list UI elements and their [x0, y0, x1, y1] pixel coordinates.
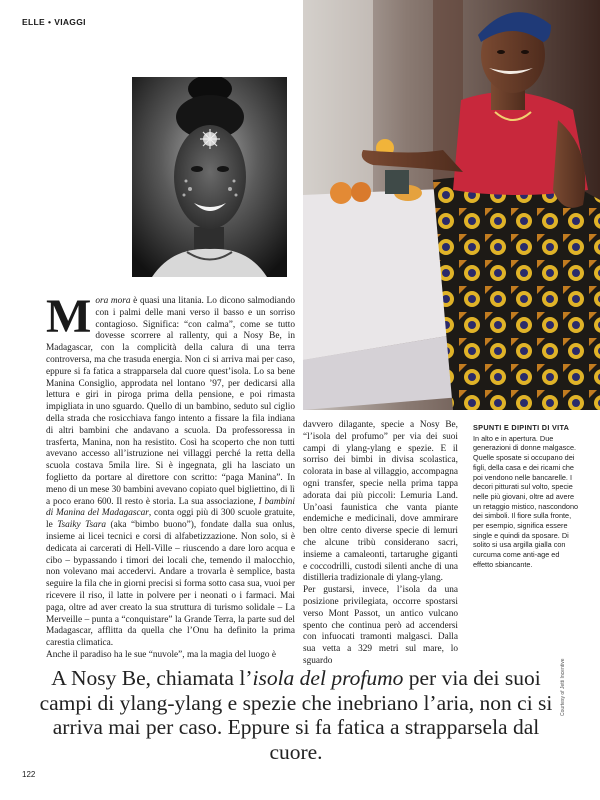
section-header: [22, 17, 86, 27]
section-name: VIAGGI: [54, 17, 86, 27]
article-paragraph: Anche il paradiso ha le sue “nuvole”, ma la magia del luogo è: [46, 649, 277, 660]
portrait-photo: [132, 77, 287, 277]
article-paragraph: Per gustarsi, invece, l’isola da una posizione privilegiata, occorre spostarsi verso Mont Passot, un antico vulcano spento che continua però ad accendersi con infuocati tramonti malgasci. Dalla sua vetta a 329 metri sul mare, lo sguardo: [303, 585, 458, 666]
school-name: Tsaiky Tsara: [57, 520, 106, 531]
drop-cap: M: [46, 290, 92, 343]
article-paragraph: davvero dilagante, specie a Nosy Be, “l’isola del profumo” per via dei suoi campi di ylang-ylang e spezie. E il sorriso dei bimbi in divisa scolastica, colorata in base al villaggio, accompagna ogni transfer, specie nella prima tappa adorata dai più piccoli: Lemuria Land. Un’oasi faunistica che vanta piante endemiche e medicinali, dove ammirare ben oltre cento diverse specie di lemuri che alcune tribù considerano sacri, insieme a camaleonti, tartarughe giganti e coccodrilli, custodi silenti anche di una distilleria tradizionale di ylang-ylang.: [303, 420, 458, 584]
pull-quote: [36, 666, 556, 764]
caption-text: In alto e in apertura. Due generazioni di donne malgasce. Quelle sposate si occupano dei figli, della casa e dei ricami che poi vendono nelle bancarelle. I decori pitturati sul volto, specie nelle più giovani, oltre ad avere un retaggio mistico, nascondono dei simboli. Il fiore sulla fronte, per esempio, significa essere single e quindi da sposare. Di solito si usa argilla gialla con curcuma come anti-age ed effetto sbiancante.: [473, 433, 579, 569]
article-text: (aka “bimbo buono”), fondate dalla sua onlus, insieme ai licei tecnici e corsi di alfabetizzazione. Non solo, si è dedicata ai carcerati di Hell-Ville – riuscendo a dare loro acqua e cibo – bypassando i timori dei locali che, temendo il malocchio, non volevano mai accedervi. Andare a trovarla è semplice, basta seguire la fila che in giorni precisi si forma sotto casa sua, vuoi per ricevere il riso, il latte in polvere per i neonati o i farmaci. Mai paga, oltre ad aver creato la sua struttura di turismo solidale – La Merveille – punta a “conquistare” la Grande Terra, la parte sud del Madagascar, afflitta da quella che l’Onu ha definito la prima carestia climatica.: [46, 520, 296, 649]
intro-italic-phrase: ora mora: [95, 296, 131, 306]
article-column-2: [303, 420, 458, 668]
page-number: 122: [22, 770, 36, 779]
header-separator: •: [47, 17, 52, 27]
article-column-1: [46, 290, 296, 662]
article-text: è quasi una litania. Lo dicono salmodiando con i palmi delle mani verso il basso e un sorriso contagioso. Significa: “con calma”, come se tutto dovesse scorrere al rallenty, qui a Nosy Be, in Madagascar, con la complicità della calura di una terra controversa, ma che trasuda energia. Non ci si arriva mai per caso, eppure si fa fatica a strapparsela dal cuore quest’isola. Lo sa bene Manina Consiglio, approdata nel lontano ’97, per dedicarsi alla lettura e giri in piroga prima della pensione, e poi rimasta impigliata in uno sguardo. Quello di un bambino, seduto sul ciglio della strada che rosicchiava fango intento a fissare la fila indiana di altri bambini che andavano a scuola. Da professoressa in trasferta, Manina, non ha resistito. Così ha scoperto che non tutti avevano accesso all’istruzione nei villaggi perché la retta della scuola costava 5mila lire. Si è ingegnata, gli ha lasciato un foglietto da portare al direttore con scritto: “paga Manina”. In meno di un mese 30 bambini avevano copiato quel bigliettino, di lì a poco erano 600. Il resto è storia. La sua associazione,: [46, 296, 295, 507]
photo-credit: Courtesy of Jetti Incentive: [560, 658, 566, 716]
brand-logo: ELLE: [22, 17, 45, 27]
quote-text: per via dei suoi campi di ylang-ylang e spezie che inebriano l’aria, non ci si arriva mai per caso. Eppure si fa fatica a strapparsela dal cuore.: [39, 666, 553, 764]
photo-caption: [473, 423, 580, 570]
cover-photo-woman: [303, 0, 600, 410]
association-name: I bambini di Manina del Madagascar: [46, 496, 295, 519]
article-text: , conta oggi più di 300 scuole gratuite, le: [46, 508, 296, 531]
article-paragraph: [46, 290, 296, 650]
quote-text: A Nosy Be, chiamata l’: [51, 666, 253, 690]
caption-title: SPUNTI E DIPINTI DI VITA: [473, 423, 570, 432]
quote-italic: isola del profumo: [252, 666, 404, 690]
